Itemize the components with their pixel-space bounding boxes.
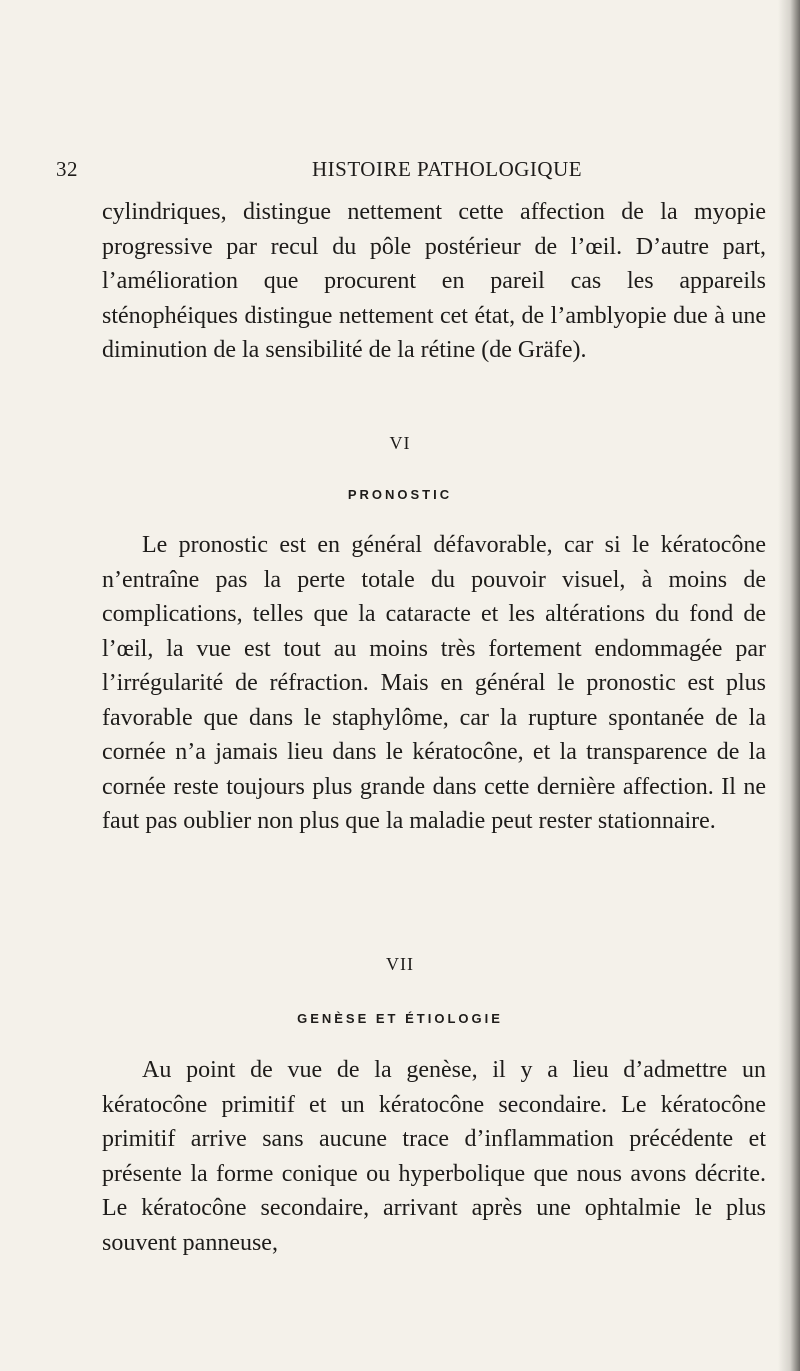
page-number: 32 [56,157,78,181]
section-6-title: PRONOSTIC [347,487,453,502]
page-edge-shadow [778,0,800,1371]
section-7-paragraph: Au point de vue de la genèse, il y a lieu d’admettre un kératocône primitif et un kératocône secondaire. Le kératocône primitif arrive sans aucune trace d’inflammation précédente et présente la forme conique ou hyperbolique que nous avons décrite. Le kératocône secondaire, arrivant après une ophtalmie le plus souvent panneuse, [102,1057,766,1256]
section-7-number: VII [386,954,414,974]
section-6-number: VI [389,433,411,453]
section-6-paragraph: Le pronostic est en général défavorable, car si le kératocône n’entraîne pas la perte totale du pouvoir visuel, à moins de complications, telles que la cataracte et les altérations du fond de l’œil, la vue est tout au moins très fortement endommagée par l’irrégularité de réfraction. Mais en général le pronostic est plus favorable que dans le staphylôme, car la rupture spontanée de la cornée n’a jamais lieu dans le kératocône, et la transparence de la cornée reste toujours plus grande dans cette dernière affection. Il ne faut pas oublier non plus que la maladie peut rester stationnaire. [102,532,766,834]
running-title: HISTOIRE PATHOLOGIQUE [312,157,583,181]
intro-paragraph: cylindriques, distingue nettement cette affection de la myopie progressive par recul du pôle postérieur de l’œil. D’autre part, l’amélioration que procurent en pareil cas les appareils sténophéiques distingue nettement cet état, de l’amblyopie due à une diminution de la sensibilité de la rétine (de Gräfe). [102,199,766,363]
section-7-title: GENÈSE ET ÉTIOLOGIE [297,1011,503,1026]
